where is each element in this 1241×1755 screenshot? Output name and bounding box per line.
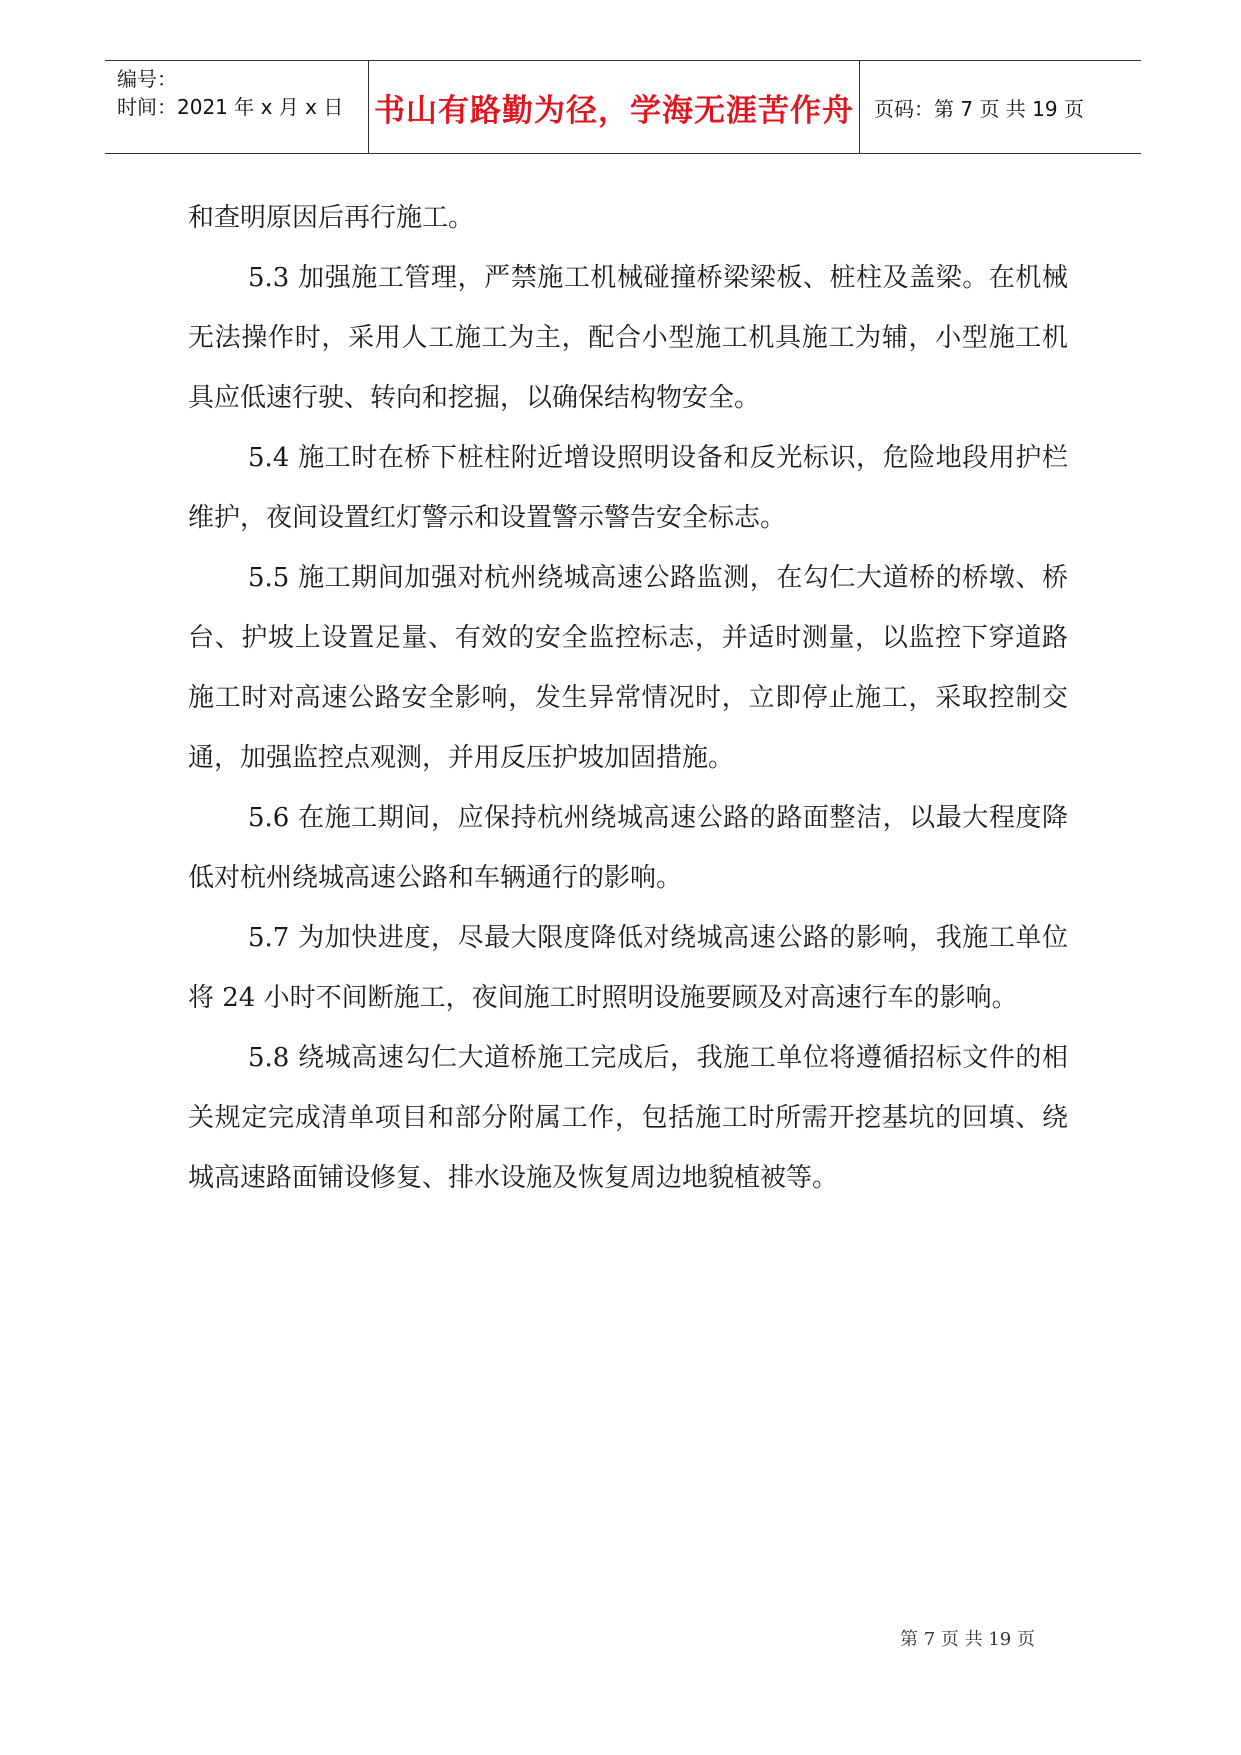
paragraph-5-3: 5.3 加强施工管理，严禁施工机械碰撞桥梁梁板、桩柱及盖梁。在机械无法操作时，采用人工施工为主，配合小型施工机具施工为辅，小型施工机具应低速行驶、转向和挖掘，以确保结构物安全。: [188, 263, 1068, 413]
paragraph-5-4: 5.4 施工时在桥下桩柱附近增设照明设备和反光标识，危险地段用护栏维护，夜间设置红灯警示和设置警示警告安全标志。: [188, 443, 1068, 533]
paragraph-5-5: 5.5 施工期间加强对杭州绕城高速公路监测，在勾仁大道桥的桥墩、桥台、护坡上设置足量、有效的安全监控标志，并适时测量，以监控下穿道路施工时对高速公路安全影响，发生异常情况时，立即停止施工，采取控制交通，加强监控点观测，并用反压护坡加固措施。: [188, 563, 1068, 773]
document-code-label: 编号：: [117, 67, 177, 91]
document-body: [188, 188, 1068, 1208]
paragraph-continuation: 和查明原因后再行施工。: [188, 203, 475, 233]
header-page-number: 页码：第 7 页 共 19 页: [874, 96, 1084, 121]
page-header: [105, 60, 1141, 154]
header-motto: 书山有路勤为径，学海无涯苦作舟: [369, 61, 860, 153]
page-footer-number: 第 7 页 共 19 页: [900, 1629, 1035, 1650]
paragraph-5-7: 5.7 为加快进度，尽最大限度降低对绕城高速公路的影响，我施工单位将 24 小时不间断施工，夜间施工时照明设施要顾及对高速行车的影响。: [188, 923, 1068, 1013]
paragraph-5-6: 5.6 在施工期间，应保持杭州绕城高速公路的路面整洁，以最大程度降低对杭州绕城高速公路和车辆通行的影响。: [188, 803, 1068, 893]
paragraph-5-8: 5.8 绕城高速勾仁大道桥施工完成后，我施工单位将遵循招标文件的相关规定完成清单项目和部分附属工作，包括施工时所需开挖基坑的回填、绕城高速路面铺设修复、排水设施及恢复周边地貌植被等。: [188, 1043, 1068, 1193]
document-date: 时间：2021 年 x 月 x 日: [117, 95, 344, 119]
header-meta: [105, 61, 369, 153]
